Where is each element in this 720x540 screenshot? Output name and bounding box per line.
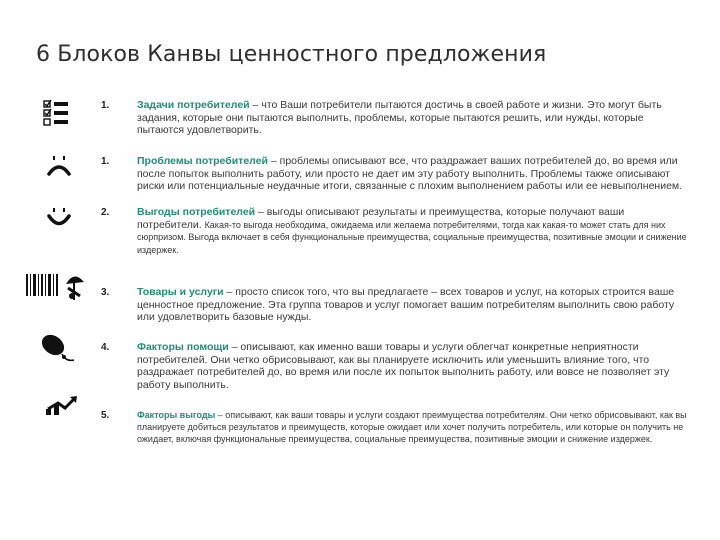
sad-face-icon [46,152,72,178]
item-number: 1. [101,100,110,111]
list-item [137,155,687,193]
pill-icon [40,330,76,366]
item-number: 5. [101,410,110,421]
item-heading: Выгоды потребителей [137,206,256,218]
item-extra: Какая-то выгода необходима, ожидаема или желаема потребителями, тогда как какая-то может стать для них сюрпризом. Выгода включает в себя функциональные преимущества, социальные преимущества, позитивные эмоции и снижение издержек. [137,219,687,255]
item-heading: Задачи потребителей [137,99,250,111]
item-text: – просто список того, что вы предлагаете – всех товаров и услуг, на которых строится ваше ценностное предложение. Эта группа товаров и услуг помогает вашим потребителям выполнить свою работу или удовлетворить базовые нужды. [137,286,675,324]
growth-chart-icon [44,393,80,419]
item-text: – проблемы описывают все, что раздражает ваших потребителей до, во время или после попыток выполнить работу, или просто не дает им эту работу выполнить. Проблемы также описывают риски или потенциальные неудачные итоги, связанные с плохим выполнением работы или ее невыполнением. [137,155,683,193]
item-text: – выгоды описывают результаты и преимущества, которые получают ваши потребители. [137,206,625,231]
item-number: 3. [101,287,110,298]
checklist-icon [42,99,70,127]
list-item [137,206,687,256]
item-heading: Товары и услуги [137,286,224,298]
barcode-icon [24,270,88,304]
item-text: – описывают, как ваши товары и услуги создают преимущества потребителям. Они четко обрисовывают, как вы планируете добиться результатов и преимуществ, которые ожидает или хочет получить потребитель, или которые он получить не ожидает, включая функциональные преимущества, социальные преимущества, позитивные эмоции и снижение издержек. [137,410,687,444]
list-item [137,286,687,324]
item-heading: Факторы выгоды [137,410,216,420]
item-number: 4. [101,342,110,353]
page-title: 6 Блоков Канвы ценностного предложения [36,42,547,67]
item-number: 2. [101,207,110,218]
item-text: – что Ваши потребители пытаются достичь в своей работе и жизни. Это могут быть задания, которые они пытаются выполнить, проблемы, которые пытаются решить, или нужды, которые пытаются удовлетворить. [137,99,662,137]
item-heading: Проблемы потребителей [137,155,268,167]
item-number: 1. [101,156,110,167]
list-item [137,409,687,445]
item-heading: Факторы помощи [137,341,229,353]
happy-face-icon [46,205,72,231]
item-text: – описывают, как именно ваши товары и услуги облегчат конкретные неприятности потребителей. Они четко обрисовывают, как вы планируете исключить или уменьшить влияние того, что раздражает потребителей до, во время или после их попыток выполнить работу, или вовсе не позволяет эту работу выполнить. [137,341,670,391]
list-item [137,99,687,137]
list-item [137,341,687,391]
